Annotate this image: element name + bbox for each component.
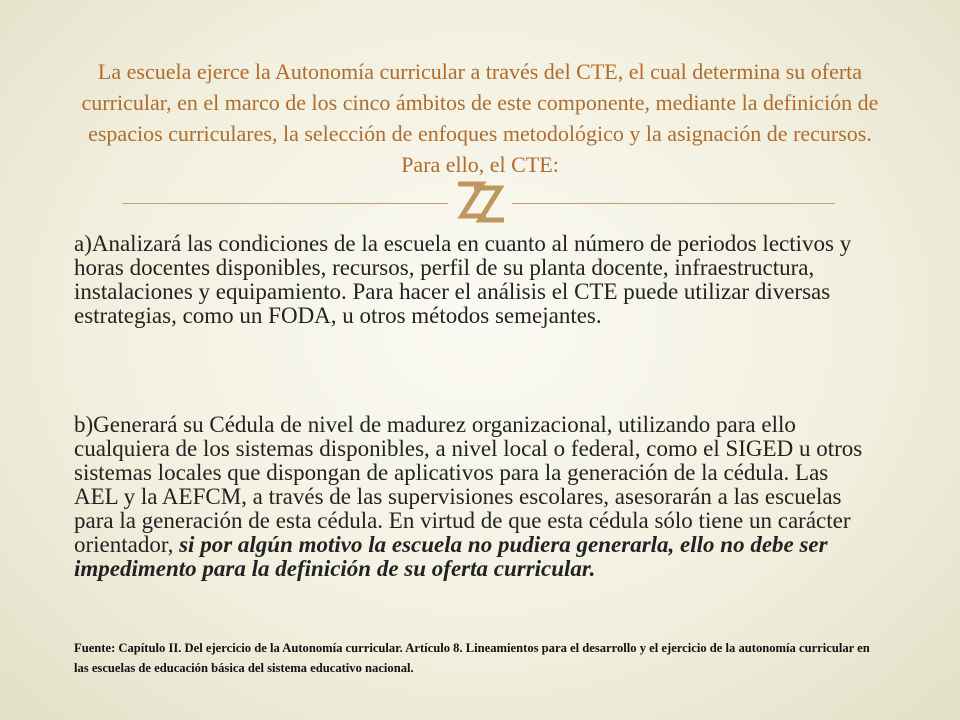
paragraph-b (74, 413, 874, 581)
divider-right (512, 203, 835, 204)
paragraph-b-emphasis: si por algún motivo la escuela no pudiera generarla, ello no debe ser impedimento para la definición de su oferta curricular. (74, 532, 828, 581)
slide-title: La escuela ejerce la Autonomía curricular a través del CTE, el cual determina su oferta curricular, en el marco de los cinco ámbitos de este componente, mediante la definición de espacios curriculares, la selección de enfoques metodológico y la asignación de recursos. Para ello, el CTE: (81, 59, 879, 177)
paragraph-b-text: b)Generará su Cédula de nivel de madurez organizacional, utilizando para ello cualquiera de los sistemas disponibles, a nivel local o federal, como el SIGED u otros sistemas locales que dispongan de aplicativos para la generación de la cédula. Las AEL y la AEFCM, a través de las supervisiones escolares, asesorarán a las escuelas para la generación de esta cédula. En virtud de que esta cédula sólo tiene un carácter orientador, (74, 412, 863, 557)
source-citation: Fuente: Capítulo II. Del ejercicio de la Autonomía curricular. Artículo 8. Lineamientos para el desarrollo y el ejercicio de la autonomía curricular en las escuelas de educación básica del sistema educativo nacional. (74, 641, 870, 675)
divider-left (122, 203, 448, 204)
double-z-ornament-icon (452, 174, 508, 228)
paragraph-a: a)Analizará las condiciones de la escuela en cuanto al número de periodos lectivos y horas docentes disponibles, recursos, perfil de su planta docente, infraestructura, instalaciones y equipamiento. Para hacer el análisis el CTE puede utilizar diversas estrategias, como un FODA, u otros métodos semejantes. (74, 231, 852, 328)
